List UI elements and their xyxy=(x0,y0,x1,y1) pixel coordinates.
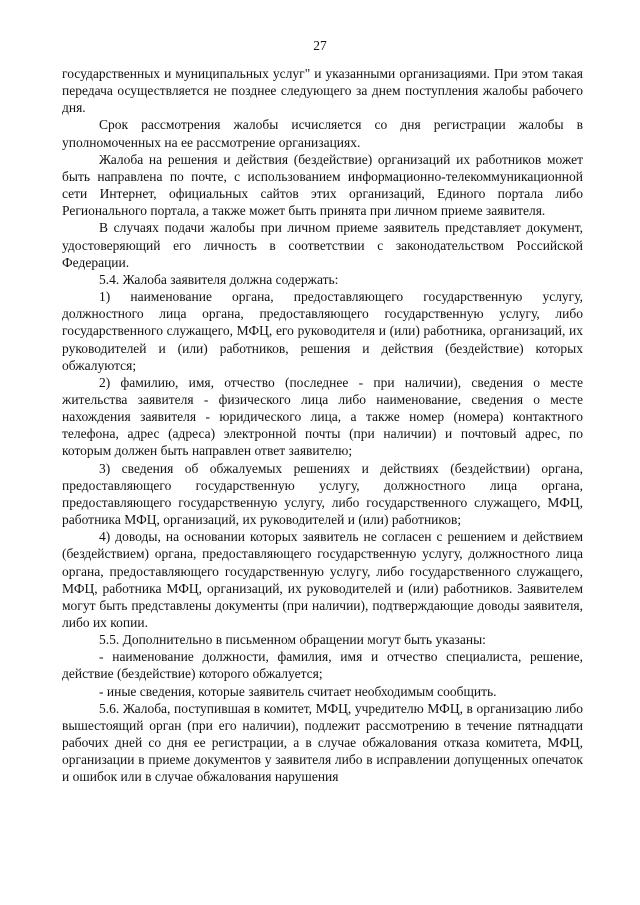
section-heading: 5.5. Дополнительно в письменном обращении могут быть указаны: xyxy=(99,632,486,648)
list-item: 2) фамилию, имя, отчество (последнее - при наличии), сведения о месте жительства заявителя - физического лица либо наименование, сведения о месте нахождения заявителя - юридического лица, а также номер (номера) контактного телефона, адрес (адреса) электронной почты (при наличии) и почтовый адрес, по которым должен быть направлен ответ заявителю; xyxy=(62,374,583,459)
list-item: 1) наименование органа, предоставляющего государственную услугу, должностного лица органа, предоставляющего государственную услугу, либо государственного служащего, МФЦ, его руководителя и (или) работника, организаций, их руководителей и (или) работников, решения и действия (бездействие) которых обжалуются; xyxy=(62,289,583,373)
list-item: 4) доводы, на основании которых заявитель не согласен с решением и действием (бездействием) органа, предоставляющего государственную услугу, должностного лица органа, предоставляющего государственную услугу, либо государственного служащего, МФЦ, работника МФЦ, организаций, их руководителей и (или) работников. Заявителем могут быть представлены документы (при наличии), подтверждающие доводы заявителя, либо их копии. xyxy=(62,529,583,630)
paragraph: 5.6. Жалоба, поступившая в комитет, МФЦ, учредителю МФЦ, в организацию либо вышестоящий орган (при его наличии), подлежит рассмотрению в течение пятнадцати рабочих дней со дня ее регистрации, а в случае обжалования отказа комитета, МФЦ, организации в приеме документов у заявителя либо в исправлении допущенных опечаток и ошибок или в случае обжалования нарушения xyxy=(62,700,583,785)
list-item: - наименование должности, фамилия, имя и отчество специалиста, решение, действие (бездействие) которого обжалуется; xyxy=(62,649,583,682)
paragraph: Жалоба на решения и действия (бездействие) организаций их работников может быть направлена по почте, с использованием информационно-телекоммуникационной сети Интернет, официальных сайтов этих организаций, Единого портала либо Регионального портала, а также может быть принята при личном приеме заявителя. xyxy=(62,151,583,219)
list-item: - иные сведения, которые заявитель считает необходимым сообщить. xyxy=(99,683,497,699)
paragraph: Срок рассмотрения жалобы исчисляется со дня регистрации жалобы в уполномоченных на ее рассмотрение организациях. xyxy=(62,117,583,150)
page-number: 27 xyxy=(313,38,327,53)
paragraph: государственных и муниципальных услуг" и указанными организациями. При этом такая передача осуществляется не позднее следующего за днем поступления жалобы рабочего дня. xyxy=(62,66,583,116)
paragraph: В случаях подачи жалобы при личном приеме заявитель представляет документ, удостоверяющий его личность в соответствии с законодательством Российской Федерации. xyxy=(62,220,583,270)
section-heading: 5.4. Жалоба заявителя должна содержать: xyxy=(99,271,339,287)
list-item: 3) сведения об обжалуемых решениях и действиях (бездействии) органа, предоставляющего государственную услугу, должностного лица органа, предоставляющего государственную услугу, либо государственного служащего, МФЦ, работника МФЦ, организаций, их руководителей и (или) работников; xyxy=(62,460,583,528)
document-body xyxy=(62,65,583,786)
